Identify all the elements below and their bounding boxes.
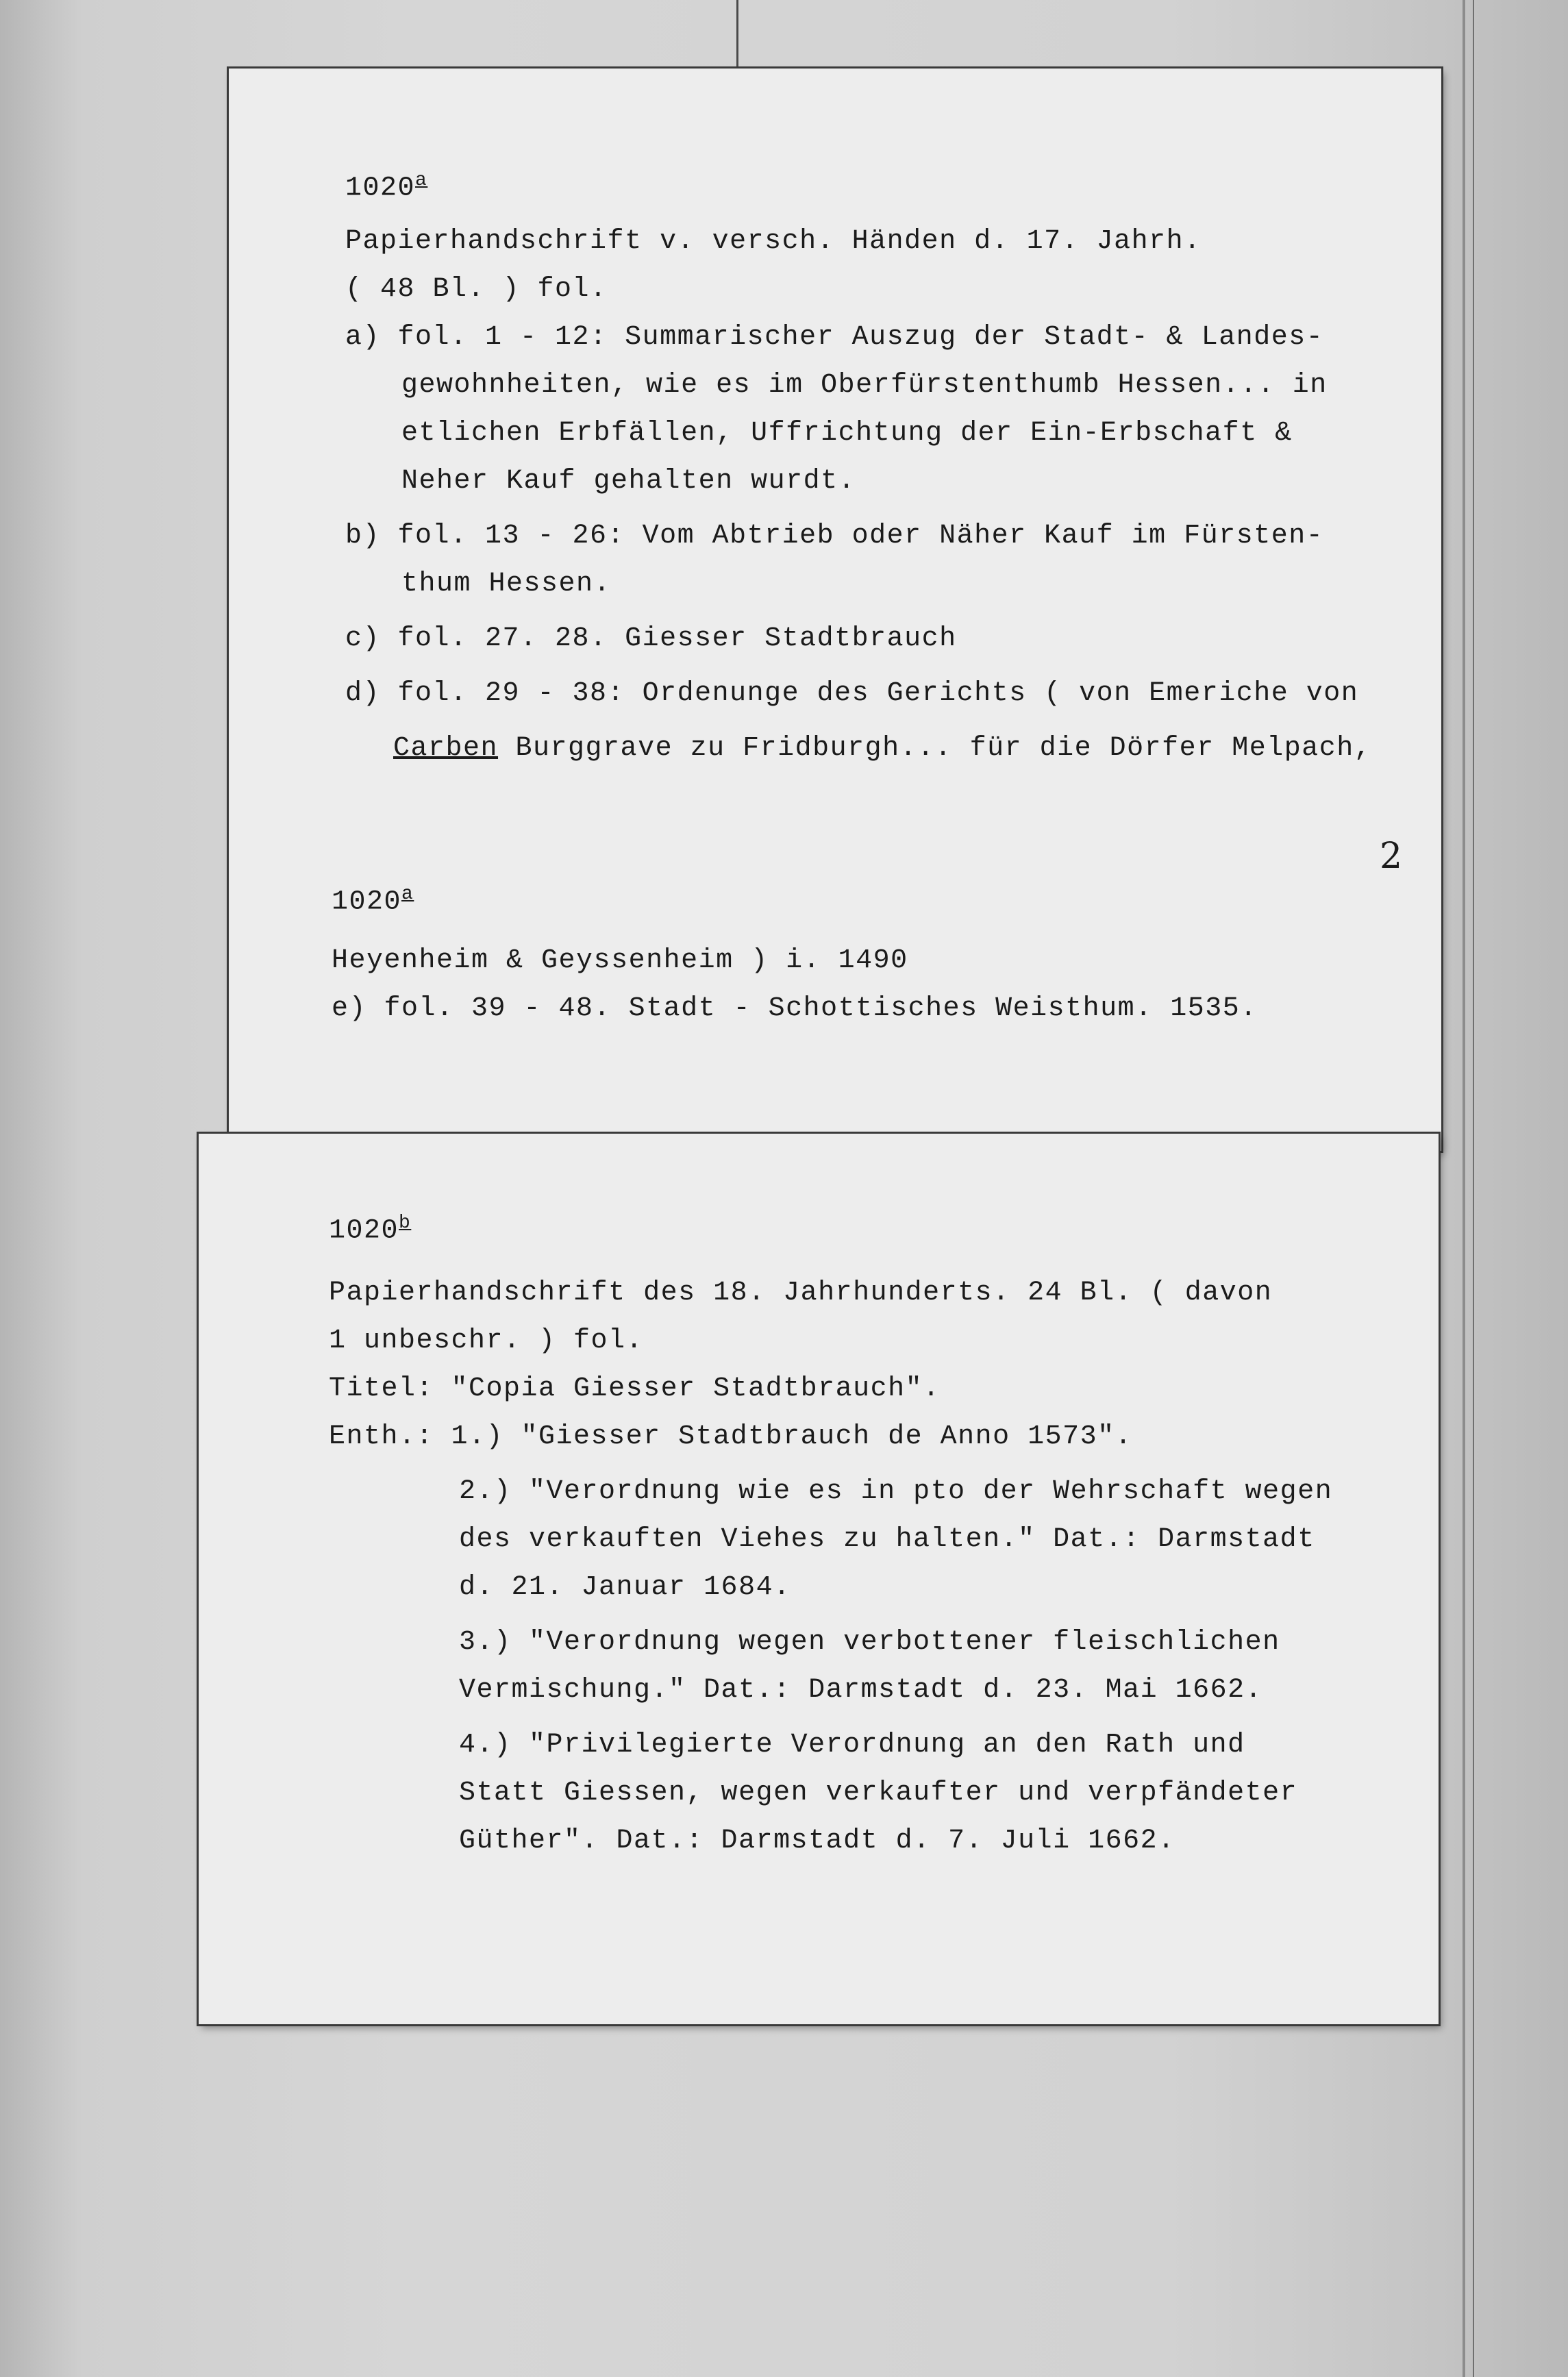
text-line: Heyenheim & Geyssenheim ) i. 1490 (332, 945, 908, 976)
text-line: Güther". Dat.: Darmstadt d. 7. Juli 1662. (459, 1826, 1175, 1856)
text-line: ( 48 Bl. ) fol. (345, 274, 608, 305)
text-line: Neher Kauf gehalten wurdt. (401, 466, 856, 497)
text-line: Papierhandschrift des 18. Jahrhunderts. 24 Bl. ( davon (329, 1278, 1273, 1308)
text-line: Enth.: 1.) "Giesser Stadtbrauch de Anno 1573". (329, 1421, 1133, 1452)
text-line: e) fol. 39 - 48. Stadt - Schottisches Weisthum. 1535. (332, 993, 1258, 1024)
top-crease (736, 0, 738, 75)
text-line: 1 unbeschr. ) fol. (329, 1326, 644, 1356)
text-line: 2.) "Verordnung wie es in pto der Wehrschaft wegen (459, 1476, 1333, 1507)
text-line: d) fol. 29 - 38: Ordenunge des Gerichts ( von Emeriche von (345, 678, 1359, 709)
text-line: a) fol. 1 - 12: Summarischer Auszug der Stadt- & Landes- (345, 322, 1324, 353)
paper-edge-line (1473, 0, 1474, 2377)
index-card-1020a (229, 69, 1441, 1151)
text-line: Vermischung." Dat.: Darmstadt d. 23. Mai 1662. (459, 1675, 1263, 1706)
text-line: 4.) "Privilegierte Verordnung an den Rath und (459, 1730, 1245, 1760)
handwritten-section-mark: 2 (1380, 836, 1403, 877)
text-line: gewohnheiten, wie es im Oberfürstenthumb Hessen... in (401, 370, 1328, 401)
text-line: c) fol. 27. 28. Giesser Stadtbrauch (345, 623, 957, 654)
text-line: b) fol. 13 - 26: Vom Abtrieb oder Näher Kauf im Fürsten- (345, 521, 1324, 551)
text-line: Titel: "Copia Giesser Stadtbrauch". (329, 1373, 941, 1404)
text-line: des verkauften Viehes zu halten." Dat.: Darmstadt (459, 1524, 1315, 1555)
card-heading: 1020$^b$ (329, 1212, 412, 1247)
index-card-1020b (199, 1134, 1439, 2024)
underlined-name: Carben (393, 733, 499, 764)
text-line: 3.) "Verordnung wegen verbottener fleischlichen (459, 1627, 1280, 1658)
text-line: thum Hessen. (401, 569, 612, 599)
card-heading: 1020$^a$ (345, 170, 428, 204)
text-line: d. 21. Januar 1684. (459, 1572, 791, 1603)
text-line: Papierhandschrift v. versch. Händen d. 17. Jahrh. (345, 226, 1202, 257)
text-line: Carben Burggrave zu Fridburgh... für die Dörfer Melpach, (393, 733, 1372, 764)
card-heading: 1020$^a$ (332, 884, 414, 918)
paper-fold-line (1463, 0, 1465, 2377)
text-line: Statt Giessen, wegen verkaufter und verpfändeter (459, 1778, 1298, 1808)
text-line: etlichen Erbfällen, Uffrichtung der Ein-Erbschaft & (401, 418, 1293, 449)
